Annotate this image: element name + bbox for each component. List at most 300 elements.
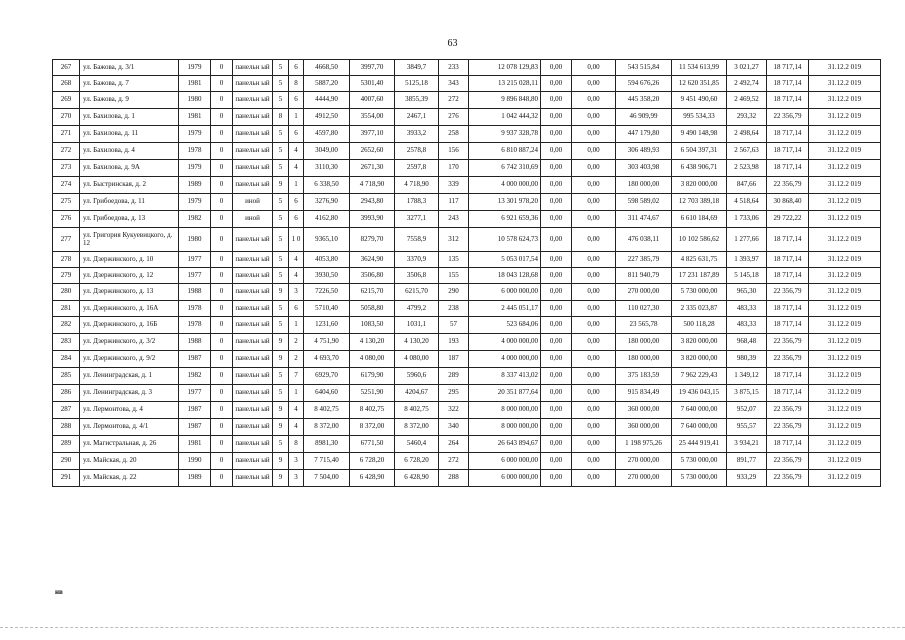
cell-total-area: 5710,40 <box>304 301 350 317</box>
cell-fund-funds: 4 825 631,75 <box>672 252 727 268</box>
cell-residents: 135 <box>439 252 469 268</box>
cell-entrances: 1 <box>289 109 304 126</box>
cell-flag-cell: 0 <box>211 436 233 453</box>
cell-deadline-date: 31.12.2 019 <box>809 109 881 126</box>
cell-deadline-date: 31.12.2 019 <box>809 317 881 334</box>
cell-unit-cost: 2 567,63 <box>727 143 767 160</box>
cell-limit-cost: 18 717,14 <box>767 436 809 453</box>
cell-total-area: 4444,90 <box>304 92 350 109</box>
cell-regional-cost: 0,00 <box>572 143 616 160</box>
cell-entrances: 7 <box>289 368 304 385</box>
cell-entrances: 1 0 <box>289 228 304 252</box>
cell-unit-cost: 2 469,52 <box>727 92 767 109</box>
cell-subsidy-cost: 0,00 <box>541 228 572 252</box>
cell-row-number: 272 <box>53 143 80 160</box>
cell-fund-funds: 19 436 043,15 <box>672 385 727 402</box>
cell-total-area: 4597,80 <box>304 126 350 143</box>
cell-address: ул. Лермонтова, д. 4/1 <box>80 419 179 436</box>
cell-wall-material: панельн ый <box>233 317 273 334</box>
cell-total-cost: 9 937 328,78 <box>469 126 541 143</box>
cell-address: ул. Дзержинского, д. 13 <box>80 284 179 301</box>
cell-entrances: 6 <box>289 194 304 211</box>
cell-residential-area: 3849,7 <box>395 60 439 76</box>
cell-total-cost: 4 000 000,00 <box>469 334 541 351</box>
cell-entrances: 8 <box>289 436 304 453</box>
cell-total-cost: 5 053 017,54 <box>469 252 541 268</box>
cell-address: ул. Бахилова, д. 4 <box>80 143 179 160</box>
cell-build-year: 1978 <box>179 317 211 334</box>
cell-flag-cell: 0 <box>211 177 233 194</box>
cell-subsidy-cost: 0,00 <box>541 252 572 268</box>
cell-total-area: 4 751,90 <box>304 334 350 351</box>
cell-limit-cost: 22 356,79 <box>767 351 809 368</box>
cell-address: ул. Бажова, д. 9 <box>80 92 179 109</box>
cell-unit-cost: 980,39 <box>727 351 767 368</box>
cell-build-year: 1978 <box>179 143 211 160</box>
cell-subsidy-cost: 0,00 <box>541 194 572 211</box>
table-row <box>53 228 881 252</box>
cell-floors: 9 <box>273 351 289 368</box>
cell-wall-material: панельн ый <box>233 252 273 268</box>
cell-living-area: 4 718,90 <box>350 177 395 194</box>
page-number: 63 <box>447 38 458 49</box>
cell-build-year: 1979 <box>179 194 211 211</box>
cell-fund-funds: 5 730 000,00 <box>672 284 727 301</box>
cell-unit-cost: 2 523,98 <box>727 160 767 177</box>
cell-floors: 5 <box>273 194 289 211</box>
cell-row-number: 289 <box>53 436 80 453</box>
cell-total-area: 9365,10 <box>304 228 350 252</box>
cell-wall-material: панельн ый <box>233 368 273 385</box>
cell-total-cost: 13 215 028,11 <box>469 76 541 92</box>
cell-owner-funds: 23 565,78 <box>616 317 672 334</box>
cell-total-cost: 20 351 877,64 <box>469 385 541 402</box>
cell-residents: 243 <box>439 211 469 228</box>
cell-address: ул. Быстринская, д. 2 <box>80 177 179 194</box>
cell-build-year: 1989 <box>179 177 211 194</box>
cell-deadline-date: 31.12.2 019 <box>809 268 881 284</box>
cell-wall-material: панельн ый <box>233 334 273 351</box>
cell-build-year: 1980 <box>179 228 211 252</box>
cell-residents: 340 <box>439 419 469 436</box>
cell-residential-area: 2597,8 <box>395 160 439 177</box>
cell-total-cost: 4 000 000,00 <box>469 177 541 194</box>
cell-subsidy-cost: 0,00 <box>541 76 572 92</box>
cell-wall-material: панельн ый <box>233 126 273 143</box>
cell-subsidy-cost: 0,00 <box>541 351 572 368</box>
cell-total-cost: 6 810 887,24 <box>469 143 541 160</box>
cell-flag-cell: 0 <box>211 252 233 268</box>
cell-floors: 5 <box>273 92 289 109</box>
cell-unit-cost: 968,48 <box>727 334 767 351</box>
cell-build-year: 1990 <box>179 453 211 470</box>
cell-fund-funds: 7 962 229,43 <box>672 368 727 385</box>
cell-total-cost: 523 684,06 <box>469 317 541 334</box>
cell-owner-funds: 598 589,02 <box>616 194 672 211</box>
cell-floors: 5 <box>273 368 289 385</box>
cell-owner-funds: 270 000,00 <box>616 284 672 301</box>
cell-build-year: 1979 <box>179 126 211 143</box>
cell-regional-cost: 0,00 <box>572 385 616 402</box>
cell-flag-cell: 0 <box>211 160 233 177</box>
cell-deadline-date: 31.12.2 019 <box>809 368 881 385</box>
cell-address: ул. Григория Кукуевицкого, д. 12 <box>80 228 179 252</box>
cell-limit-cost: 18 717,14 <box>767 143 809 160</box>
cell-total-area: 8981,30 <box>304 436 350 453</box>
cell-address: ул. Дзержинского, д. 16Б <box>80 317 179 334</box>
cell-floors: 9 <box>273 402 289 419</box>
cell-limit-cost: 30 868,40 <box>767 194 809 211</box>
cell-entrances: 4 <box>289 143 304 160</box>
cell-owner-funds: 594 676,26 <box>616 76 672 92</box>
cell-fund-funds: 6 504 397,31 <box>672 143 727 160</box>
cell-total-area: 4912,50 <box>304 109 350 126</box>
cell-total-cost: 9 896 848,80 <box>469 92 541 109</box>
table-row <box>53 453 881 470</box>
cell-floors: 5 <box>273 252 289 268</box>
table-row <box>53 351 881 368</box>
cell-residential-area: 7558,9 <box>395 228 439 252</box>
cell-owner-funds: 46 909,99 <box>616 109 672 126</box>
cell-unit-cost: 955,57 <box>727 419 767 436</box>
cell-regional-cost: 0,00 <box>572 211 616 228</box>
cell-row-number: 281 <box>53 301 80 317</box>
table-body <box>53 60 881 487</box>
table-row <box>53 92 881 109</box>
cell-row-number: 286 <box>53 385 80 402</box>
cell-flag-cell: 0 <box>211 402 233 419</box>
cell-address: ул. Майская, д. 20 <box>80 453 179 470</box>
cell-regional-cost: 0,00 <box>572 301 616 317</box>
cell-fund-funds: 9 451 490,60 <box>672 92 727 109</box>
cell-entrances: 6 <box>289 211 304 228</box>
cell-unit-cost: 2 498,64 <box>727 126 767 143</box>
cell-wall-material: панельн ый <box>233 470 273 487</box>
cell-flag-cell: 0 <box>211 60 233 76</box>
table-row <box>53 385 881 402</box>
cell-limit-cost: 18 717,14 <box>767 60 809 76</box>
cell-residential-area: 1031,1 <box>395 317 439 334</box>
cell-deadline-date: 31.12.2 019 <box>809 419 881 436</box>
cell-fund-funds: 3 820 000,00 <box>672 351 727 368</box>
cell-limit-cost: 22 356,79 <box>767 109 809 126</box>
cell-fund-funds: 9 490 148,98 <box>672 126 727 143</box>
cell-floors: 5 <box>273 228 289 252</box>
cell-owner-funds: 270 000,00 <box>616 453 672 470</box>
cell-residential-area: 6 428,90 <box>395 470 439 487</box>
cell-floors: 5 <box>273 211 289 228</box>
cell-owner-funds: 1 198 975,26 <box>616 436 672 453</box>
cell-entrances: 4 <box>289 402 304 419</box>
cell-flag-cell: 0 <box>211 317 233 334</box>
cell-floors: 5 <box>273 385 289 402</box>
cell-flag-cell: 0 <box>211 385 233 402</box>
table-row <box>53 470 881 487</box>
cell-row-number: 284 <box>53 351 80 368</box>
cell-living-area: 2652,60 <box>350 143 395 160</box>
cell-residents: 276 <box>439 109 469 126</box>
cell-total-area: 4162,80 <box>304 211 350 228</box>
cell-residents: 238 <box>439 301 469 317</box>
cell-wall-material: панельн ый <box>233 109 273 126</box>
cell-total-cost: 18 043 128,68 <box>469 268 541 284</box>
cell-address: ул. Бажова, д. 3/1 <box>80 60 179 76</box>
cell-regional-cost: 0,00 <box>572 228 616 252</box>
cell-deadline-date: 31.12.2 019 <box>809 143 881 160</box>
cell-wall-material: панельн ый <box>233 92 273 109</box>
cell-residential-area: 3277,1 <box>395 211 439 228</box>
cell-total-area: 7 715,40 <box>304 453 350 470</box>
cell-floors: 8 <box>273 109 289 126</box>
cell-fund-funds: 7 640 000,00 <box>672 402 727 419</box>
cell-floors: 5 <box>273 76 289 92</box>
cell-residential-area: 8 372,00 <box>395 419 439 436</box>
cell-entrances: 2 <box>289 351 304 368</box>
cell-deadline-date: 31.12.2 019 <box>809 92 881 109</box>
cell-regional-cost: 0,00 <box>572 109 616 126</box>
cell-residential-area: 1788,3 <box>395 194 439 211</box>
cell-unit-cost: 3 934,21 <box>727 436 767 453</box>
cell-residents: 155 <box>439 268 469 284</box>
table-row <box>53 194 881 211</box>
cell-row-number: 291 <box>53 470 80 487</box>
cell-residential-area: 4799,2 <box>395 301 439 317</box>
cell-unit-cost: 847,66 <box>727 177 767 194</box>
cell-total-area: 3049,00 <box>304 143 350 160</box>
cell-regional-cost: 0,00 <box>572 419 616 436</box>
cell-address: ул. Бахилова, д. 9А <box>80 160 179 177</box>
cell-build-year: 1977 <box>179 385 211 402</box>
cell-unit-cost: 1 349,12 <box>727 368 767 385</box>
cell-subsidy-cost: 0,00 <box>541 317 572 334</box>
cell-flag-cell: 0 <box>211 268 233 284</box>
cell-wall-material: панельн ый <box>233 436 273 453</box>
cell-regional-cost: 0,00 <box>572 92 616 109</box>
cell-subsidy-cost: 0,00 <box>541 385 572 402</box>
cell-address: ул. Дзержинского, д. 16А <box>80 301 179 317</box>
cell-residential-area: 8 402,75 <box>395 402 439 419</box>
cell-limit-cost: 22 356,79 <box>767 470 809 487</box>
table-row <box>53 177 881 194</box>
cell-unit-cost: 4 518,64 <box>727 194 767 211</box>
cell-limit-cost: 22 356,79 <box>767 402 809 419</box>
cell-total-cost: 6 742 310,69 <box>469 160 541 177</box>
cell-floors: 9 <box>273 177 289 194</box>
table-row <box>53 211 881 228</box>
cell-subsidy-cost: 0,00 <box>541 284 572 301</box>
cell-regional-cost: 0,00 <box>572 334 616 351</box>
cell-living-area: 8 402,75 <box>350 402 395 419</box>
cell-subsidy-cost: 0,00 <box>541 160 572 177</box>
cell-residential-area: 4204,67 <box>395 385 439 402</box>
cell-total-area: 5887,20 <box>304 76 350 92</box>
cell-entrances: 4 <box>289 252 304 268</box>
cell-residential-area: 2578,8 <box>395 143 439 160</box>
cell-fund-funds: 25 444 919,41 <box>672 436 727 453</box>
cell-fund-funds: 5 730 000,00 <box>672 453 727 470</box>
cell-residents: 233 <box>439 60 469 76</box>
cell-deadline-date: 31.12.2 019 <box>809 453 881 470</box>
cell-residents: 117 <box>439 194 469 211</box>
cell-subsidy-cost: 0,00 <box>541 334 572 351</box>
cell-flag-cell: 0 <box>211 211 233 228</box>
cell-regional-cost: 0,00 <box>572 453 616 470</box>
cell-flag-cell: 0 <box>211 351 233 368</box>
cell-address: ул. Ленинградская, д. 1 <box>80 368 179 385</box>
cell-owner-funds: 476 038,11 <box>616 228 672 252</box>
cell-entrances: 2 <box>289 334 304 351</box>
cell-subsidy-cost: 0,00 <box>541 143 572 160</box>
cell-build-year: 1977 <box>179 268 211 284</box>
cell-deadline-date: 31.12.2 019 <box>809 284 881 301</box>
cell-total-cost: 10 578 624,73 <box>469 228 541 252</box>
cell-residents: 170 <box>439 160 469 177</box>
cell-wall-material: панельн ый <box>233 385 273 402</box>
footer-note: нв <box>55 588 63 596</box>
cell-living-area: 5058,80 <box>350 301 395 317</box>
cell-total-cost: 6 921 659,36 <box>469 211 541 228</box>
cell-total-cost: 8 337 413,02 <box>469 368 541 385</box>
table-row <box>53 334 881 351</box>
cell-floors: 5 <box>273 301 289 317</box>
cell-residential-area: 6 728,20 <box>395 453 439 470</box>
cell-unit-cost: 5 145,18 <box>727 268 767 284</box>
cell-regional-cost: 0,00 <box>572 177 616 194</box>
cell-build-year: 1988 <box>179 334 211 351</box>
cell-living-area: 8 372,00 <box>350 419 395 436</box>
cell-wall-material: панельн ый <box>233 160 273 177</box>
table-row <box>53 436 881 453</box>
cell-deadline-date: 31.12.2 019 <box>809 402 881 419</box>
cell-total-cost: 8 000 000,00 <box>469 419 541 436</box>
cell-owner-funds: 811 940,79 <box>616 268 672 284</box>
cell-owner-funds: 227 385,79 <box>616 252 672 268</box>
cell-living-area: 5301,40 <box>350 76 395 92</box>
table-row <box>53 402 881 419</box>
cell-owner-funds: 110 027,30 <box>616 301 672 317</box>
cell-residents: 57 <box>439 317 469 334</box>
cell-row-number: 290 <box>53 453 80 470</box>
cell-total-cost: 6 000 000,00 <box>469 284 541 301</box>
cell-living-area: 5251,90 <box>350 385 395 402</box>
cell-unit-cost: 891,77 <box>727 453 767 470</box>
cell-living-area: 6771,50 <box>350 436 395 453</box>
cell-limit-cost: 18 717,14 <box>767 385 809 402</box>
cell-entrances: 6 <box>289 92 304 109</box>
cell-row-number: 279 <box>53 268 80 284</box>
cell-floors: 5 <box>273 436 289 453</box>
cell-address: ул. Магистральная, д. 26 <box>80 436 179 453</box>
cell-flag-cell: 0 <box>211 419 233 436</box>
cell-total-area: 3276,90 <box>304 194 350 211</box>
cell-flag-cell: 0 <box>211 301 233 317</box>
cell-living-area: 2671,30 <box>350 160 395 177</box>
cell-entrances: 6 <box>289 60 304 76</box>
cell-wall-material: панельн ый <box>233 402 273 419</box>
cell-residential-area: 5460,4 <box>395 436 439 453</box>
cell-living-area: 2943,80 <box>350 194 395 211</box>
table-row <box>53 317 881 334</box>
cell-limit-cost: 29 722,22 <box>767 211 809 228</box>
cell-unit-cost: 483,33 <box>727 317 767 334</box>
cell-unit-cost: 293,32 <box>727 109 767 126</box>
cell-entrances: 3 <box>289 453 304 470</box>
cell-floors: 9 <box>273 419 289 436</box>
cell-build-year: 1982 <box>179 211 211 228</box>
cell-row-number: 280 <box>53 284 80 301</box>
cell-flag-cell: 0 <box>211 194 233 211</box>
cell-deadline-date: 31.12.2 019 <box>809 126 881 143</box>
cell-living-area: 3993,90 <box>350 211 395 228</box>
cell-owner-funds: 915 834,49 <box>616 385 672 402</box>
cell-row-number: 270 <box>53 109 80 126</box>
cell-regional-cost: 0,00 <box>572 317 616 334</box>
cell-wall-material: панельн ый <box>233 268 273 284</box>
cell-living-area: 6 428,90 <box>350 470 395 487</box>
cell-regional-cost: 0,00 <box>572 160 616 177</box>
cell-row-number: 269 <box>53 92 80 109</box>
cell-owner-funds: 180 000,00 <box>616 177 672 194</box>
cell-address: ул. Ленинградская, д. 3 <box>80 385 179 402</box>
cell-wall-material: панельн ый <box>233 301 273 317</box>
cell-living-area: 3997,70 <box>350 60 395 76</box>
cell-build-year: 1981 <box>179 76 211 92</box>
cell-wall-material: панельн ый <box>233 60 273 76</box>
cell-unit-cost: 1 393,97 <box>727 252 767 268</box>
cell-floors: 9 <box>273 453 289 470</box>
cell-owner-funds: 180 000,00 <box>616 351 672 368</box>
cell-deadline-date: 31.12.2 019 <box>809 301 881 317</box>
cell-regional-cost: 0,00 <box>572 194 616 211</box>
cell-build-year: 1978 <box>179 301 211 317</box>
cell-row-number: 278 <box>53 252 80 268</box>
cell-total-area: 4668,50 <box>304 60 350 76</box>
cell-subsidy-cost: 0,00 <box>541 92 572 109</box>
cell-wall-material: панельн ый <box>233 177 273 194</box>
cell-residents: 339 <box>439 177 469 194</box>
table-row <box>53 419 881 436</box>
cell-residents: 187 <box>439 351 469 368</box>
cell-total-area: 8 402,75 <box>304 402 350 419</box>
cell-build-year: 1982 <box>179 368 211 385</box>
cell-deadline-date: 31.12.2 019 <box>809 351 881 368</box>
cell-living-area: 6215,70 <box>350 284 395 301</box>
cell-regional-cost: 0,00 <box>572 368 616 385</box>
cell-total-area: 8 372,00 <box>304 419 350 436</box>
cell-entrances: 4 <box>289 268 304 284</box>
cell-total-area: 3110,30 <box>304 160 350 177</box>
cell-row-number: 282 <box>53 317 80 334</box>
cell-row-number: 276 <box>53 211 80 228</box>
cell-wall-material: панельн ый <box>233 351 273 368</box>
cell-flag-cell: 0 <box>211 126 233 143</box>
cell-residential-area: 2467,1 <box>395 109 439 126</box>
cell-regional-cost: 0,00 <box>572 76 616 92</box>
cell-limit-cost: 18 717,14 <box>767 268 809 284</box>
cell-build-year: 1987 <box>179 419 211 436</box>
cell-regional-cost: 0,00 <box>572 60 616 76</box>
cell-living-area: 3506,80 <box>350 268 395 284</box>
cell-fund-funds: 10 102 586,62 <box>672 228 727 252</box>
cell-flag-cell: 0 <box>211 284 233 301</box>
cell-total-cost: 13 301 978,20 <box>469 194 541 211</box>
cell-build-year: 1979 <box>179 60 211 76</box>
cell-subsidy-cost: 0,00 <box>541 436 572 453</box>
cell-fund-funds: 7 640 000,00 <box>672 419 727 436</box>
cell-unit-cost: 3 875,15 <box>727 385 767 402</box>
cell-wall-material: панельн ый <box>233 284 273 301</box>
cell-subsidy-cost: 0,00 <box>541 301 572 317</box>
